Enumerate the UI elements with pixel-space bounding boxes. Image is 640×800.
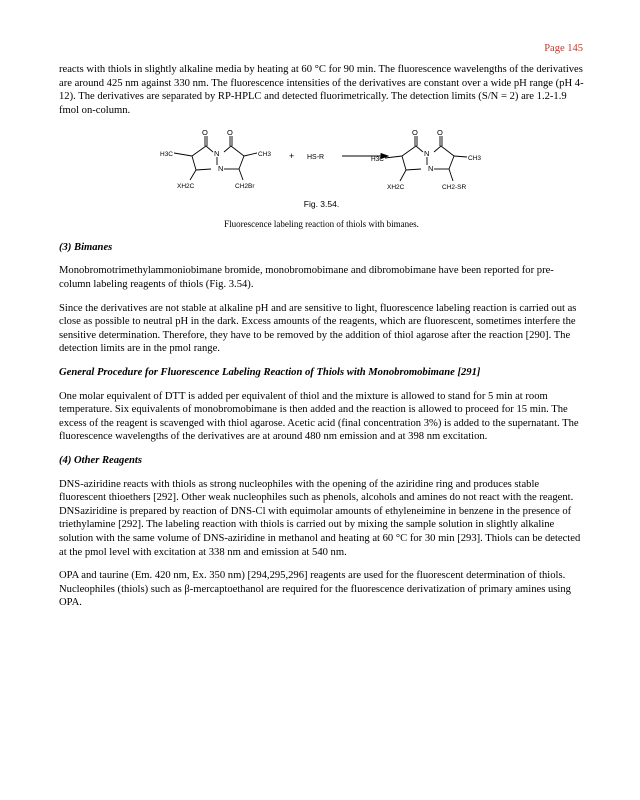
page-content [59, 63, 584, 620]
heading-bimanes: (3) Bimanes [59, 241, 113, 253]
product-o-left: O [412, 128, 418, 138]
reaction-figure [59, 125, 584, 217]
reactant-structure [174, 136, 257, 180]
product-n-top: N [424, 149, 430, 159]
bimanes-paragraph-1: Monobromotrimethylammoniobimane bromide, monobromobimane and dibromobimane have been reported for pre-column labeling reagents of thiols (Fig. 3.54). [59, 265, 554, 291]
reactant-ch3: CH3 [258, 151, 272, 159]
other-reagents-paragraph-1: DNS-aziridine reacts with thiols as strong nucleophiles with the opening of the aziridine ring and produces stable fluorescent thioethers [292]. Other weak nucleophiles such as phenols, alcohols and amines do not react with the reagent. DNSaziridine is prepared by reaction of DNS-Cl with equimolar amounts of ethyleneimine in benzene in the presence of triethylamine [292]. The labeling reaction with thiols is carried out by mixing the sample solution in slightly alkaline solution with the same volume of DNS-aziridine in methanol and heating at 60 °C for 30 min [293]. Thiols can be detected at the pmol level with excitation at 338 nm and emission at 540 nm. [59, 478, 581, 558]
reagent-hs-r: HS-R [307, 154, 325, 162]
product-xh2c: XH2C [387, 184, 405, 192]
reactant-o-left: O [202, 128, 208, 138]
bimane-reaction-scheme [59, 125, 584, 217]
reactant-xh2c: XH2C [177, 183, 195, 191]
reactant-ch3-right-bond [244, 153, 257, 156]
reactant-o-right: O [227, 128, 233, 138]
product-ch2sr: CH2-SR [442, 184, 467, 192]
other-reagents-paragraph-2: OPA and taurine (Em. 420 nm, Ex. 350 nm) [294,295,296] reagents are used for the fluorescent determination of thiols. Nucleophiles (thiols) such as β-mercaptoethanol are required for the fluorescence derivatization of primary amines using OPA. [59, 570, 571, 609]
heading-general-procedure: General Procedure for Fluorescence Labeling Reaction of Thiols with Monobromobimane [291] [59, 367, 481, 379]
plus-sign: + [289, 151, 295, 162]
product-o-right: O [437, 128, 443, 138]
reactant-ch2br: CH2Br [235, 183, 255, 191]
procedure-paragraph: One molar equivalent of DTT is added per equivalent of thiol and the mixture is allowed to stand for 5 min at room temperature. Six equivalents of monobromobimane is then added and the reaction is allowed to proceed for 15 min. The excess of the reagent is scavenged with thiol agarose. Acetic acid (final concentration 3%) is added to the supernatant. The fluorescence wavelengths of the derivatives are at around 480 nm emission and at 398 nm excitation. [59, 390, 579, 443]
bimanes-paragraph-2: Since the derivatives are not stable at alkaline pH and are sensitive to light, fluorescence labeling reaction is carried out as close as possible to neutral pH in the dark. Excess amounts of the reagents, which are fluorescent, sometimes interfere the sensitive determination. Therefore, they have to be removed by the addition of thiol agarose after the reaction [290]. The detection limits are in the pmol range. [59, 302, 577, 355]
reactant-ring-left-top [206, 146, 213, 152]
reactant-n-bottom: N [218, 164, 224, 174]
product-ch3: CH3 [468, 155, 482, 163]
intro-paragraph: reacts with thiols in slightly alkaline media by heating at 60 °C for 90 min. The fluorescence wavelengths of the derivatives are around 425 nm against 330 nm. The fluorescence intensities of the derivatives are constant over a wide pH range (pH 4-12). The derivatives are separated by RP-HPLC and detected fluorimetrically. The detection limits (S/N = 2) are 1.2-1.9 fmol on-column. [59, 64, 584, 116]
reactant-ch3-left-bond [174, 153, 192, 156]
reactant-h3c: H3C [160, 151, 174, 159]
product-n-bottom: N [428, 164, 434, 174]
reactant-ch2x-bond [190, 170, 196, 180]
reactant-n-top: N [214, 149, 220, 159]
product-structure [385, 136, 467, 181]
reactant-ch2br-bond [239, 169, 243, 180]
page-number: Page 145 [544, 43, 583, 54]
heading-other-reagents: (4) Other Reagents [59, 455, 142, 466]
figure-label: Fig. 3.54. [303, 199, 340, 210]
figure-caption: Fluorescence labeling reaction of thiols with bimanes. [224, 219, 419, 230]
product-h3c: H3C [371, 156, 385, 164]
